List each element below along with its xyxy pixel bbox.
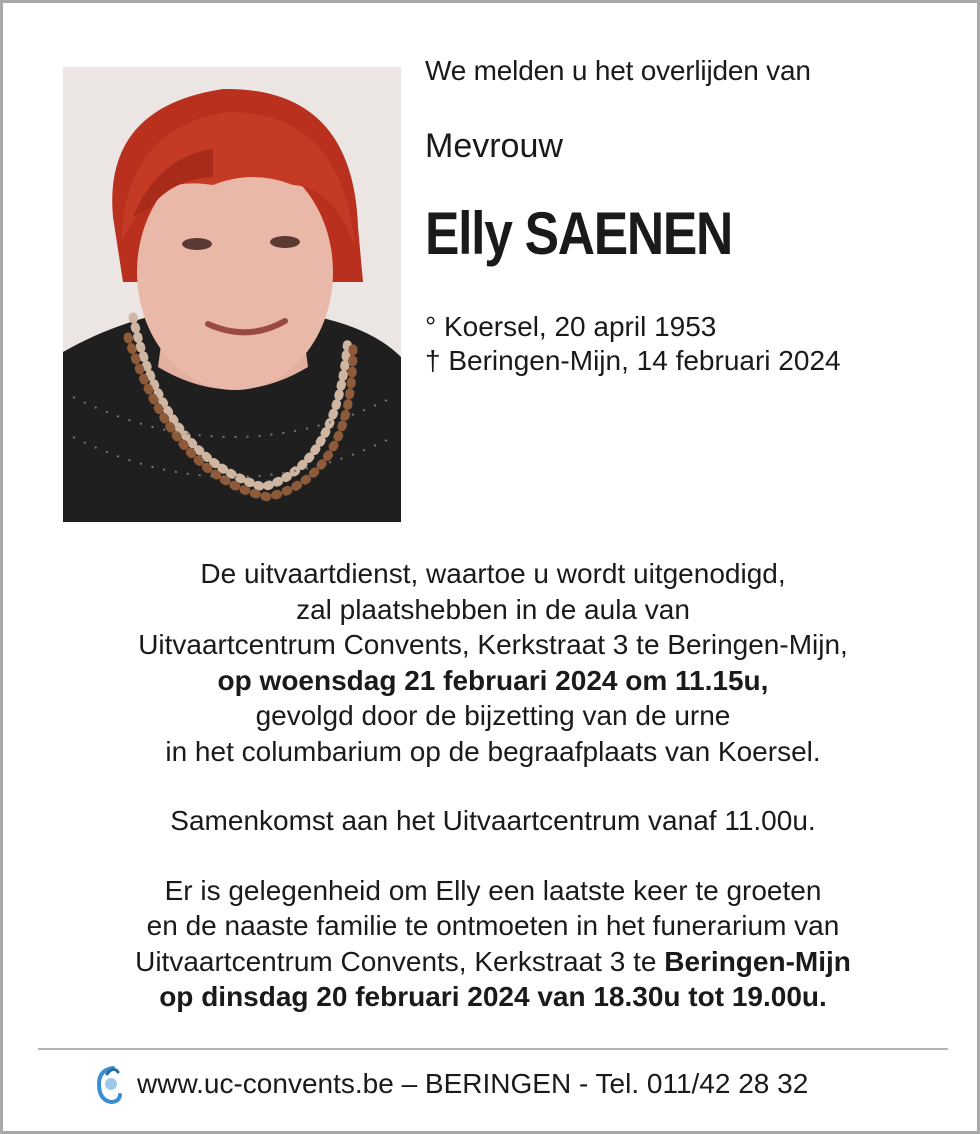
service-datetime (3, 663, 980, 699)
deceased-name: Elly SAENEN (425, 200, 732, 267)
footer (93, 1061, 808, 1107)
service-line: gevolgd door de bijzetting van de urne (255, 700, 731, 731)
visitation-line: Er is gelegenheid om Elly een laatste keer te groeten (164, 874, 822, 906)
service-datetime-text: op woensdag 21 februari 2024 om 11.15u, (217, 664, 769, 696)
service-details (3, 556, 980, 1015)
service-line: zal plaatshebben in de aula van (296, 593, 690, 625)
visitation-city: Beringen-Mijn (664, 945, 851, 977)
service-line: in het columbarium op de begraafplaats van Koersel. (165, 735, 821, 767)
visitation-location (3, 944, 980, 980)
death-date: † Beringen-Mijn, 14 februari 2024 (425, 345, 841, 376)
portrait-illustration (63, 67, 401, 522)
birth-date: ° Koersel, 20 april 1953 (425, 311, 717, 342)
visitation-line: en de naaste familie te ontmoeten in het funerarium van (146, 910, 840, 941)
service-line: Uitvaartcentrum Convents, Kerkstraat 3 te Beringen-Mijn, (138, 629, 848, 660)
visitation-address: Uitvaartcentrum Convents, Kerkstraat 3 te (135, 945, 665, 977)
life-dates (425, 310, 841, 378)
visitation-datetime (3, 979, 980, 1015)
footer-divider (38, 1048, 948, 1050)
portrait-photo (63, 67, 401, 522)
contact-info: www.uc-convents.be – BERINGEN - Tel. 011/42 28 32 (137, 1068, 809, 1099)
intro-text: We melden u het overlijden van (425, 55, 811, 86)
uc-convents-logo-icon (93, 1062, 123, 1106)
gathering-info: Samenkomst aan het Uitvaartcentrum vanaf 11.00u. (170, 805, 816, 836)
visitation-datetime-text: op dinsdag 20 februari 2024 van 18.30u tot 19.00u. (159, 981, 827, 1012)
honorific: Mevrouw (425, 127, 563, 165)
service-line: De uitvaartdienst, waartoe u wordt uitgenodigd, (200, 558, 786, 589)
